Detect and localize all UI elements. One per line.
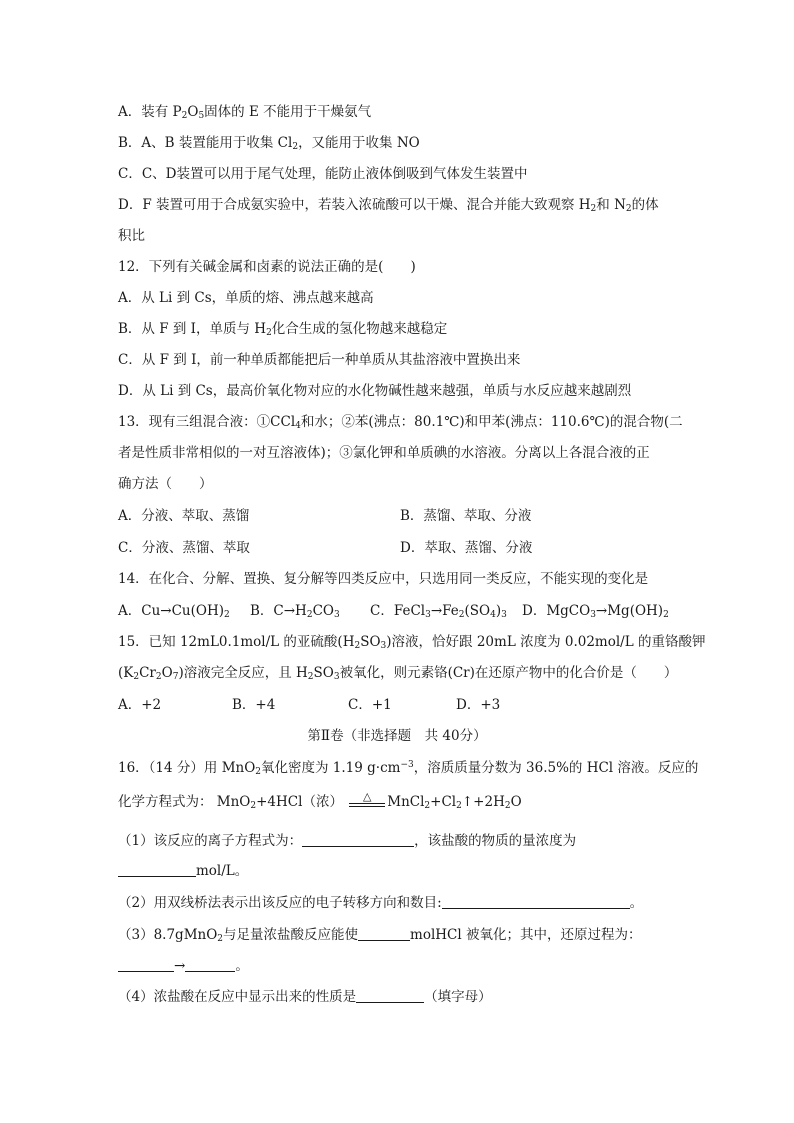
answer-blank-concentration[interactable]: [118, 863, 196, 877]
q11-option-b: B．A、B 装置能用于收集 $Cl_2$，又能用于收集 NO: [118, 135, 420, 152]
answer-blank-reduction-to[interactable]: [185, 958, 235, 972]
q14-option-d: D．$MgCO_3\to Mg(OH)_2$: [522, 603, 669, 620]
q12-option-d: D．从 Li 到 Cs，最高价氧化物对应的水化物碱性越来越强，单质与水反应越来越剧烈: [118, 383, 632, 399]
q15-option-b: B．+4: [232, 697, 276, 713]
q13-stem-end: 确方法（ ）: [118, 476, 213, 492]
q15-stem: 15．已知 12mL0.1mol/L 的亚硫酸$(H_2SO_3)$溶液，恰好跟 20mL 浓度为 0.02mol/L 的重铬酸钾: [118, 634, 706, 651]
q16-stem: 16．（14 分）用 MnO$_2$氧化密度为 1.19 $g\cdot cm^{-3}$，溶质质量分数为 36.5%的 HCl 溶液。反应的: [118, 760, 699, 777]
q15-stem-cont: $(K_2Cr_2O_7)$溶液完全反应，且 $H_2SO_3$被氧化，则元素铬(Cr)在还原产物中的化合价是（ ）: [118, 665, 678, 682]
q11-option-d-cont: 积比: [118, 228, 145, 244]
q13-option-b: B．蒸馏、萃取、分液: [400, 508, 532, 524]
q15-option-d: D．+3: [456, 697, 501, 713]
q13-option-c: C．分液、蒸馏、萃取: [118, 540, 250, 556]
q14-stem: 14．在化合、分解、置换、复分解等四类反应中，只选用同一类反应，不能实现的变化是: [118, 571, 649, 587]
q16-part4: （4）浓盐酸在反应中显示出来的性质是 （填字母）: [118, 989, 492, 1005]
answer-blank-hcl-oxidized[interactable]: [358, 927, 410, 941]
q11-option-d: D．F 装置可用于合成氨实验中，若装入浓硫酸可以干燥、混合并能大致观察 $H_2$和 $N_2$的体: [118, 197, 659, 214]
q13-option-a: A．分液、萃取、蒸馏: [118, 508, 250, 524]
q14-option-c: C．$FeCl_3\to Fe_2(SO_4)_3$: [370, 603, 507, 620]
q14-option-a: A．$Cu\to Cu(OH)_2$: [118, 603, 230, 620]
q12-option-c: C．从 F 到 I，前一种单质都能把后一种单质从其盐溶液中置换出来: [118, 352, 521, 368]
q15-option-a: A．+2: [118, 697, 162, 713]
answer-blank-ionic-equation[interactable]: [302, 833, 414, 847]
answer-blank-properties[interactable]: [356, 989, 424, 1003]
delta-icon: △: [363, 790, 372, 803]
section-2-title: 第Ⅱ卷（非选择题 共 40分）: [307, 728, 487, 744]
q12-stem: 12．下列有关碱金属和卤素的说法正确的是( ): [118, 259, 416, 275]
answer-blank-reduction-from[interactable]: [118, 958, 174, 972]
q16-part3: （3）8.7gMnO$_2$与足量浓盐酸反应能使 molHCl 被氧化；其中，还原过程为：: [118, 927, 642, 944]
q13-stem-cont: 者是性质非常相似的一对互溶液体)；③氯化钾和单质碘的水溶液。分离以上各混合液的正: [118, 445, 650, 461]
q12-option-b: B．从 F 到 I，单质与 $H_2$化合生成的氢化物越来越稳定: [118, 321, 448, 338]
answer-blank-electron-transfer[interactable]: [442, 895, 630, 909]
q13-stem: 13．现有三组混合液：①CCl$_4$和水；②苯(沸点：80.1℃)和甲苯(沸点：110.6℃)的混合物(二: [118, 414, 683, 431]
q13-option-d: D．萃取、蒸馏、分液: [400, 540, 533, 556]
q14-option-b: B．$C\to H_2CO_3$: [250, 603, 340, 620]
q16-part3-cont: → 。: [118, 957, 249, 975]
q15-option-c: C．+1: [348, 697, 392, 713]
q11-option-c: C．C、D装置可以用于尾气处理，能防止液体倒吸到气体发生装置中: [118, 166, 528, 182]
q12-option-a: A．从 Li 到 Cs，单质的熔、沸点越来越高: [118, 290, 374, 306]
q16-part1-cont: mol/L。: [118, 862, 248, 880]
q11-option-a: A．装有 $P_2O_5$固体的 E 不能用于干燥氨气: [118, 104, 372, 121]
q16-equation: 化学方程式为： MnO$_2$+4HCl（浓） △ $MnCl_2+Cl_2↑+2H_2O$: [118, 790, 522, 811]
q16-part2: （2）用双线桥法表示出该反应的电子转移方向和数目: 。: [118, 895, 644, 911]
heating-condition-sign: [349, 792, 385, 808]
q16-part1: （1）该反应的离子方程式为： ，该盐酸的物质的量浓度为: [118, 833, 577, 849]
